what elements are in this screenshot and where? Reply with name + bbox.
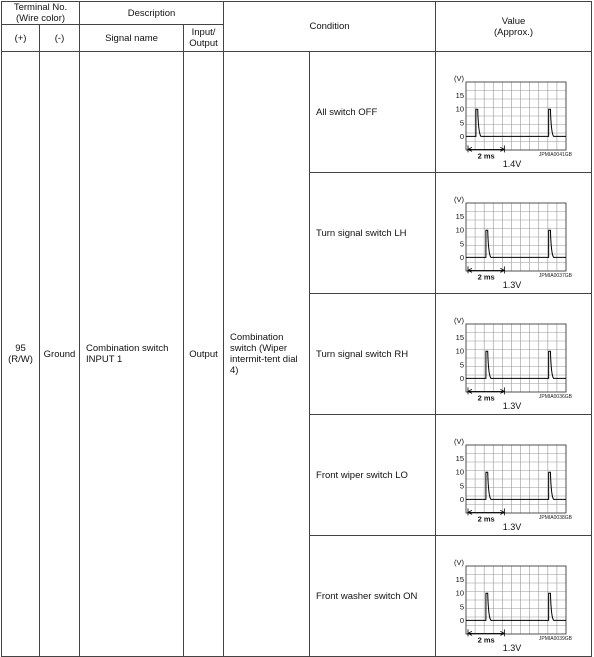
terminal-number-cell: 95 (R/W) [2,52,40,657]
y-tick-label: 5 [459,360,465,370]
y-tick-label: 10 [455,346,465,356]
voltage-value: 1.3V [502,280,522,290]
value-cell [436,294,592,415]
time-scale-label: 2 ms [477,272,495,282]
condition-label: Front washer switch ON [310,536,436,657]
waveform-trace [466,593,566,620]
plus-header: (+) [2,25,40,52]
terminal-spec-table [1,1,592,657]
signal-name-cell: Combination switch INPUT 1 [80,52,184,657]
condition-header: Condition [224,2,436,52]
waveform-trace [466,472,566,499]
y-tick-label: 15 [455,91,465,101]
y-axis-unit: (V) [454,437,465,446]
y-tick-label: 15 [455,212,465,222]
value-cell [436,415,592,536]
signal-name-header: Signal name [80,25,184,52]
minus-header: (-) [40,25,80,52]
y-tick-label: 10 [455,225,465,235]
time-scale-label: 2 ms [477,635,495,645]
y-tick-label: 10 [455,588,465,598]
condition-label: Front wiper switch LO [310,415,436,536]
voltage-value: 1.3V [502,401,522,411]
waveform-chart [436,294,592,414]
voltage-value: 1.3V [502,522,522,532]
y-tick-label: 5 [459,481,465,491]
waveform-chart [436,52,592,172]
y-tick-label: 5 [459,239,465,249]
time-scale-label: 2 ms [477,514,495,524]
value-cell [436,52,592,173]
figure-code: JPMIA0041GB [538,152,573,158]
y-tick-label: 15 [455,454,465,464]
waveform-chart [436,415,592,535]
y-tick-label: 15 [455,575,465,585]
waveform-trace [466,230,566,257]
condition-label: All switch OFF [310,52,436,173]
ground-cell: Ground [40,52,80,657]
waveform-trace [466,109,566,136]
figure-code: JPMIA0036GB [538,394,573,400]
y-tick-label: 0 [459,615,465,625]
waveform-chart [436,536,592,656]
voltage-value: 1.3V [502,643,522,653]
y-axis-unit: (V) [454,74,465,83]
voltage-value: 1.4V [502,159,522,169]
y-tick-label: 5 [459,602,465,612]
condition-label: Turn signal switch LH [310,173,436,294]
figure-code: JPMIA0037GB [538,273,573,279]
description-header: Description [80,2,224,25]
terminal-no-header: Terminal No. (Wire color) [2,2,80,25]
y-tick-label: 0 [459,252,465,262]
y-axis-unit: (V) [454,316,465,325]
y-tick-label: 10 [455,467,465,477]
y-tick-label: 0 [459,131,465,141]
y-axis-unit: (V) [454,558,465,567]
y-tick-label: 5 [459,118,465,128]
value-cell [436,536,592,657]
y-tick-label: 10 [455,104,465,114]
io-cell: Output [184,52,224,657]
condition-label: Turn signal switch RH [310,294,436,415]
time-scale-label: 2 ms [477,151,495,161]
figure-code: JPMIA0038GB [538,515,573,521]
y-tick-label: 0 [459,373,465,383]
value-header: Value (Approx.) [436,2,592,52]
y-axis-unit: (V) [454,195,465,204]
figure-code: JPMIA0039GB [538,636,573,642]
y-tick-label: 15 [455,333,465,343]
value-cell [436,173,592,294]
time-scale-label: 2 ms [477,393,495,403]
waveform-trace [466,351,566,378]
y-tick-label: 0 [459,494,465,504]
condition-main-cell: Combination switch (Wiper intermit-tent dial 4) [224,52,310,657]
input-output-header: Input/ Output [184,25,224,52]
waveform-chart [436,173,592,293]
